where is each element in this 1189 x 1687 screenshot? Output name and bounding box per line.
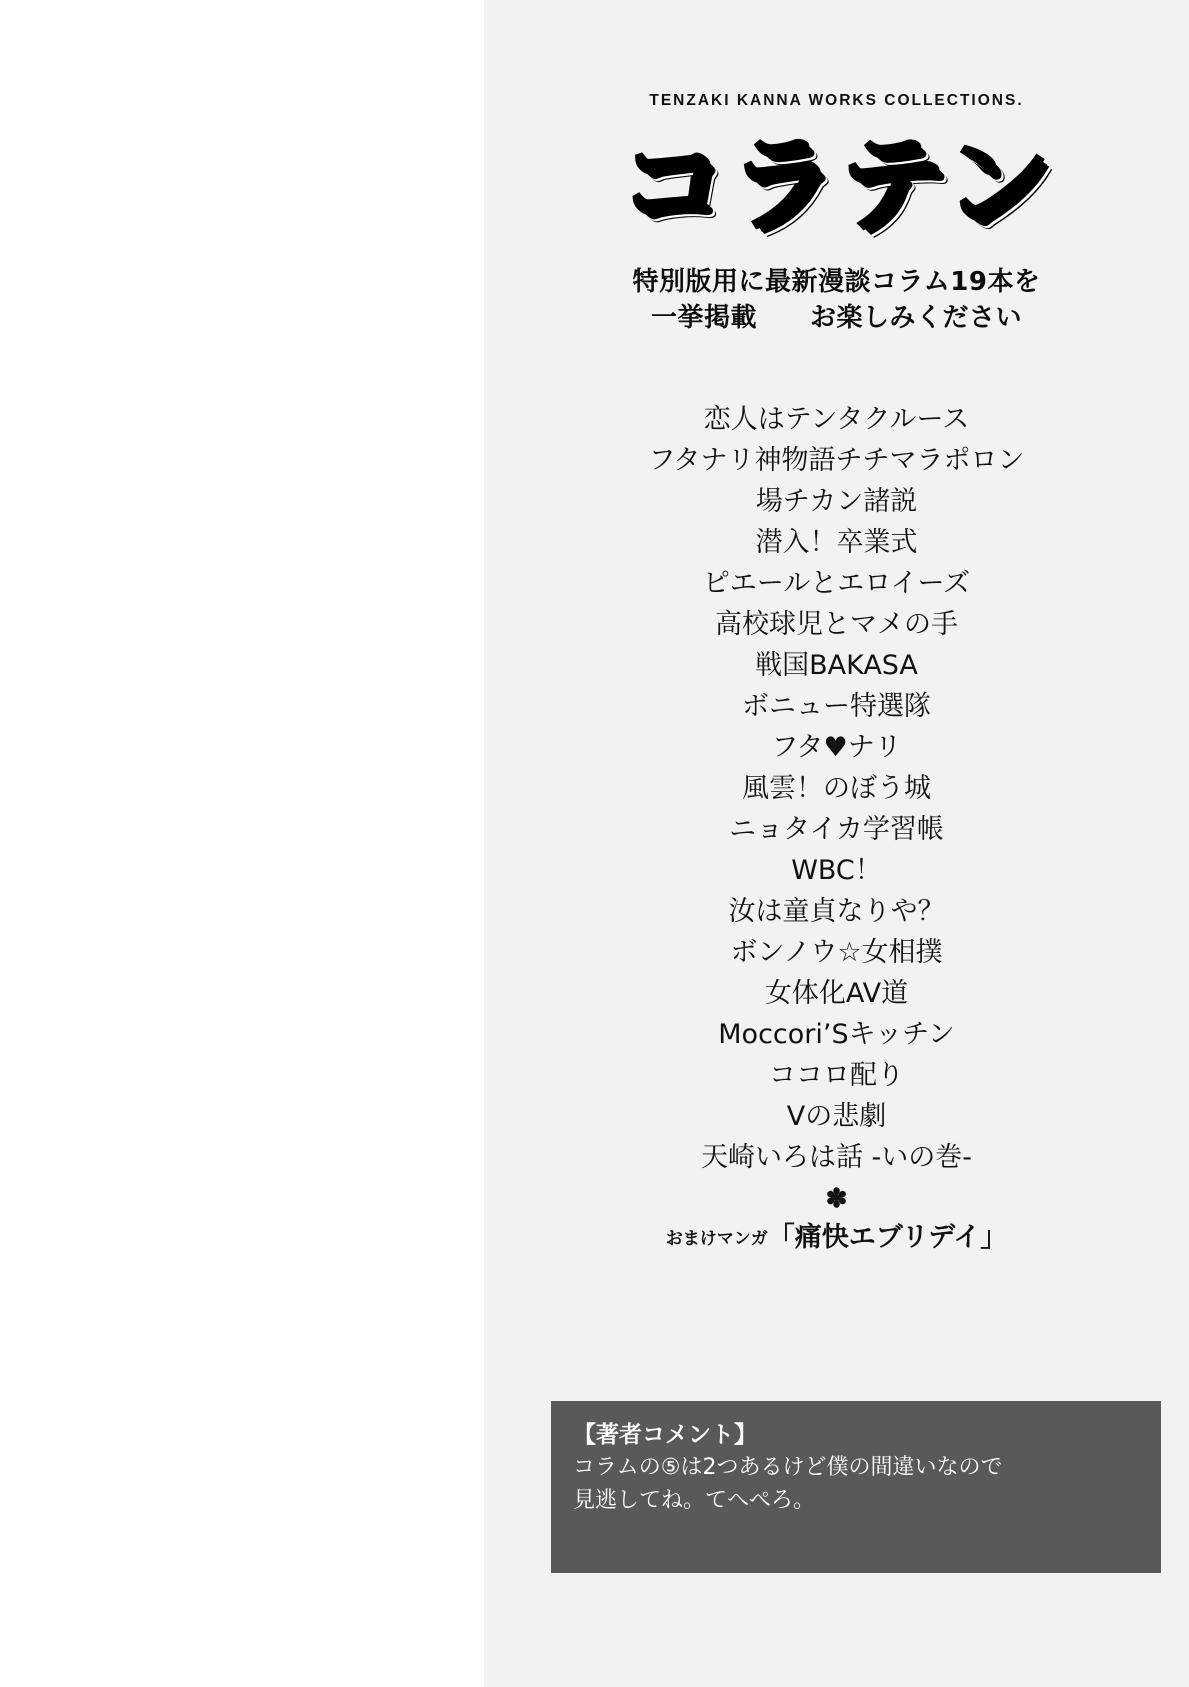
bonus-manga-title: 「痛快エブリデイ」	[767, 1221, 1008, 1253]
title-logo-text: コラテン	[618, 123, 1055, 245]
list-item: 女体化AV道	[764, 977, 909, 1009]
list-item: 潜入！卒業式	[755, 526, 918, 558]
list-item: 恋人はテンタクルース	[703, 403, 970, 435]
asterisk-divider-icon: ✽	[825, 1182, 848, 1213]
list-item: 汝は童貞なりや？	[728, 895, 945, 927]
list-item: フタ♥ナリ	[771, 731, 902, 763]
title-logo	[484, 122, 1189, 247]
author-comment-box	[551, 1401, 1161, 1573]
list-item: WBC！	[791, 854, 882, 886]
subtitle-line-1: 特別版用に最新漫談コラム19本を	[632, 267, 1041, 297]
subtitle	[484, 265, 1189, 337]
list-item: Vの悲劇	[786, 1100, 887, 1132]
list-item: ピエールとエロイーズ	[702, 567, 971, 599]
list-item: 戦国BAKASA	[755, 649, 918, 681]
list-item: 高校球児とマメの手	[715, 608, 958, 640]
list-item: ニョタイカ学習帳	[729, 813, 944, 845]
list-item: 風雲！のぼう城	[742, 772, 931, 804]
author-comment-line-1: コラムの⑤は2つあるけど僕の間違いなので	[573, 1455, 1003, 1481]
author-comment-line-2: 見逃してね。てへぺろ。	[573, 1487, 816, 1513]
bonus-manga-label: おまけマンガ	[665, 1228, 768, 1249]
list-item: フタナリ神物語チチマラポロン	[648, 444, 1025, 476]
list-item: 天崎いろは話 -いの巻-	[700, 1141, 973, 1173]
table-of-contents	[484, 399, 1189, 1259]
author-comment-title: 【著者コメント】	[573, 1422, 757, 1448]
list-item: ボンノウ☆女相撲	[730, 936, 943, 968]
list-item: 場チカン諸説	[755, 485, 918, 517]
series-eyebrow-text: TENZAKI KANNA WORKS COLLECTIONS.	[649, 92, 1024, 109]
bonus-manga-entry	[484, 1218, 1189, 1259]
list-item: ココロ配り	[769, 1059, 904, 1091]
subtitle-line-2: 一挙掲載 お楽しみください	[650, 302, 1022, 333]
left-margin-strip	[0, 0, 484, 1687]
list-item: ボニュー特選隊	[742, 690, 931, 722]
list-item: Moccori’Sキッチン	[718, 1018, 955, 1050]
